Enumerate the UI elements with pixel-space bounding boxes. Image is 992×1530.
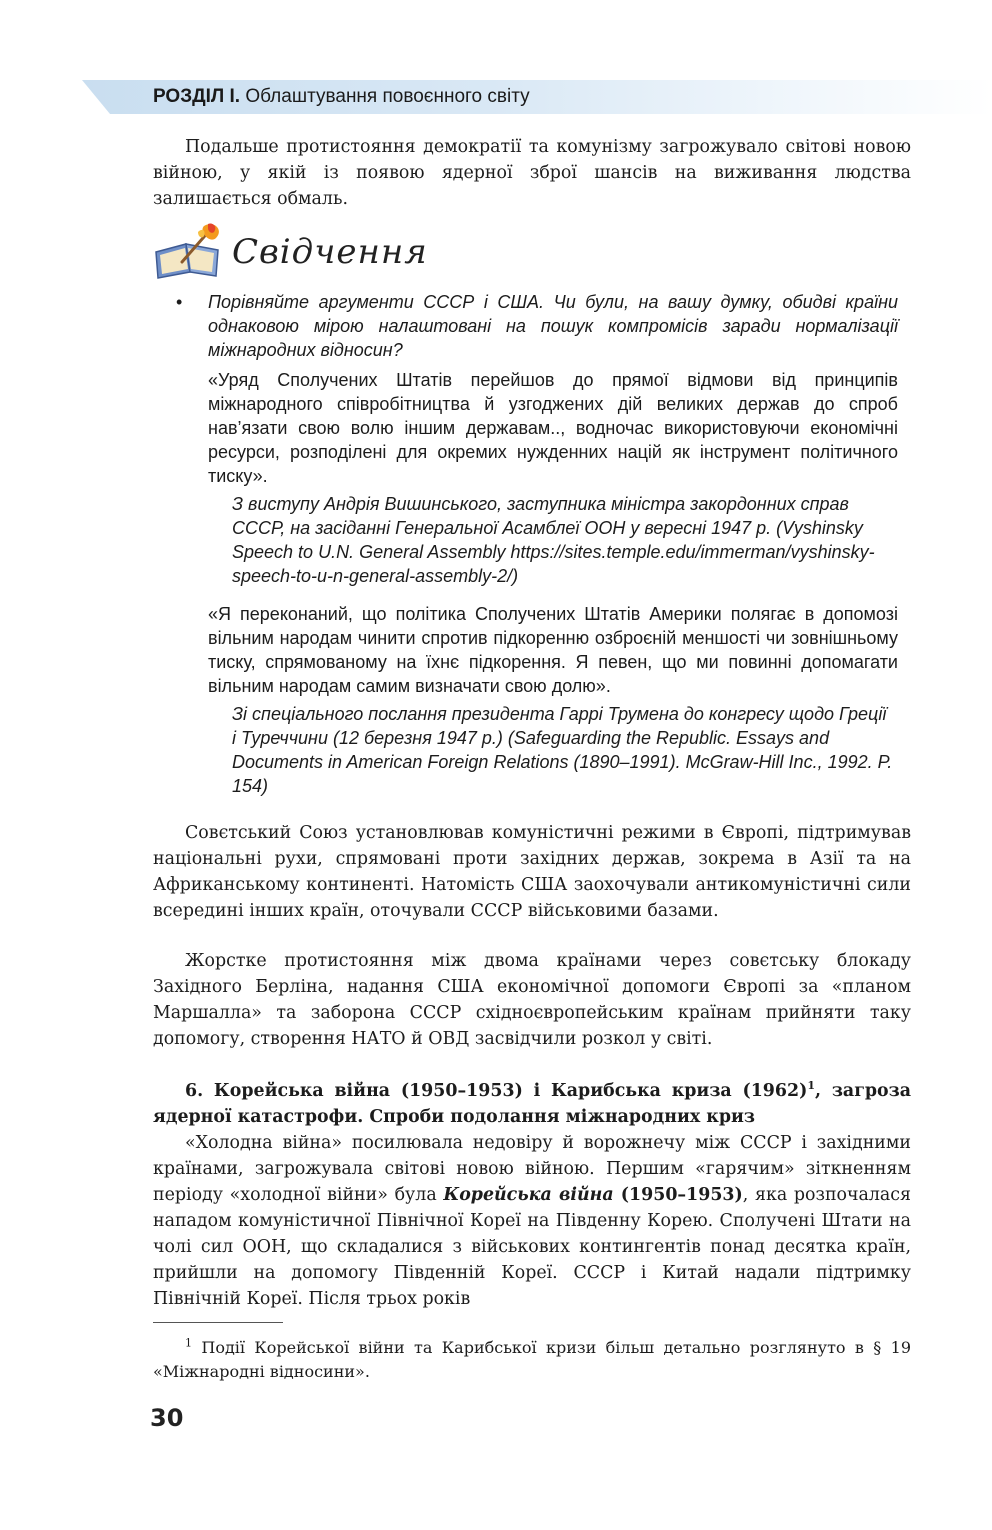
source1-block <box>232 492 894 588</box>
quote-vyshinsky: «Уряд Сполучених Штатів перейшов до прямої відмови від принципів міжнародного співробітництва й узгоджених дій великих держав до спроб нав’язати свою волю іншим державам.., водночас використовуючи економічні ресурси, розподілені для окремих нужденних націй як інструмент політичного тиску». <box>208 370 898 486</box>
quote1-block <box>208 368 898 488</box>
korean-war-dates: (1950–1953) <box>613 1185 743 1205</box>
bullet-marker: • <box>176 292 183 312</box>
footnote-ref: 1 <box>807 1079 815 1093</box>
evidence-title: Свідчення <box>232 232 428 272</box>
source-truman: Зі спеціального послання президента Гаррі Трумена до конгресу щодо Греції і Туреччини (12 березня 1947 р.) (Safeguarding the Republic. Essays and Documents in American Foreign Relations (1890–1991). McGraw-Hill Inc., 1992. P. 154) <box>232 704 893 796</box>
section6-title <box>153 1078 911 1130</box>
footnote-text: Події Корейської війни та Карибської кризи більш детально розглянуто в § 19 «Міжнародні відносини». <box>153 1338 911 1381</box>
section-label: РОЗДІЛ І. <box>153 86 241 107</box>
section-title: Облаштування повоєнного світу <box>245 86 530 107</box>
page-number: 30 <box>150 1404 184 1432</box>
footnote-divider <box>153 1322 283 1323</box>
footnote <box>153 1336 911 1384</box>
quote2-block <box>208 602 898 698</box>
section6-text-part2: , яка розпочалася нападом комуністичної Північної Кореї на Південну Корею. Сполучені Штати на чолі сил ООН, що складалися з військових контингентів понад десятка країн, прийшли на допомогу Південній Кореї. СССР і Китай надали підтримку Північній Кореї. Після трьох років <box>153 1185 912 1309</box>
book-quill-icon <box>152 222 228 280</box>
intro-paragraph: Подальше протистояння демократії та комунізму загрожувало світові новою війною, у якій із появою ядерної зброї шансів на виживання людства залишається обмаль. <box>153 137 911 209</box>
section6-text-part1: «Холодна війна» посилювала недовіру й ворожнечу між СССР і західними країнами, загрожувала світові новою війною. Першим «гарячим» зіткненням періоду «холодної війни» була <box>153 1133 911 1205</box>
section6-text-block <box>153 1130 911 1312</box>
running-header <box>153 86 530 108</box>
paragraph3-block <box>153 948 911 1052</box>
footnote-marker: 1 <box>185 1336 192 1350</box>
evidence-question-block <box>208 290 898 362</box>
paragraph-soviet-union: Совєтський Союз установлював комуністичні режими в Європі, підтримував національні рухи, спрямовані проти західних держав, зокрема в Азії та на Африканському континенті. Натомість США заохочували антикомуністичні сили всередині інших країн, оточували СССР військовими базами. <box>153 823 911 921</box>
source-vyshinsky: З виступу Андрія Вишинського, заступника міністра закордонних справ СССР, на засіданні Генеральної Асамблеї ООН у вересні 1947 р. (Vyshinsky Speech to U.N. General Assembly https://sites.temple.edu/immerman/vyshinsky-speech-to-u-n-general-assembly-2/) <box>232 494 875 586</box>
evidence-question: Порівняйте аргументи СССР і США. Чи були, на вашу думку, обидві країни однаковою мірою налаштовані на пошук компромісів заради нормалізації міжнародних відносин? <box>208 292 898 360</box>
section6-title-part2: , загроза ядерної катастрофи. Спроби подолання міжнародних криз <box>153 1081 911 1127</box>
paragraph-confrontation: Жорстке протистояння між двома країнами через совєтську блокаду Західного Берліна, надання США економічної допомоги Європі за «планом Маршалла» та заборона СССР східноєвропейським країнам прийняти таку допомогу, створення НАТО й ОВД засвідчили розкол у світі. <box>153 951 911 1049</box>
source2-block <box>232 702 894 798</box>
section6-text <box>153 1130 911 1312</box>
paragraph2-block <box>153 820 911 924</box>
section6-title-part1: 6. Корейська війна (1950–1953) і Карибська криза (1962) <box>185 1081 808 1101</box>
quote-truman: «Я переконаний, що політика Сполучених Штатів Америки полягає в допомозі вільним народам чинити спротив підкоренню озброєній меншості чи зовнішньому тиску, спрямованому на їхнє підкорення. Я певен, що ми повинні допомагати вільним народам самим визначати свою долю». <box>208 604 898 696</box>
section6-title-block <box>153 1078 911 1130</box>
intro-paragraph-block <box>153 134 911 212</box>
korean-war-term: Корейська війна <box>443 1185 614 1205</box>
